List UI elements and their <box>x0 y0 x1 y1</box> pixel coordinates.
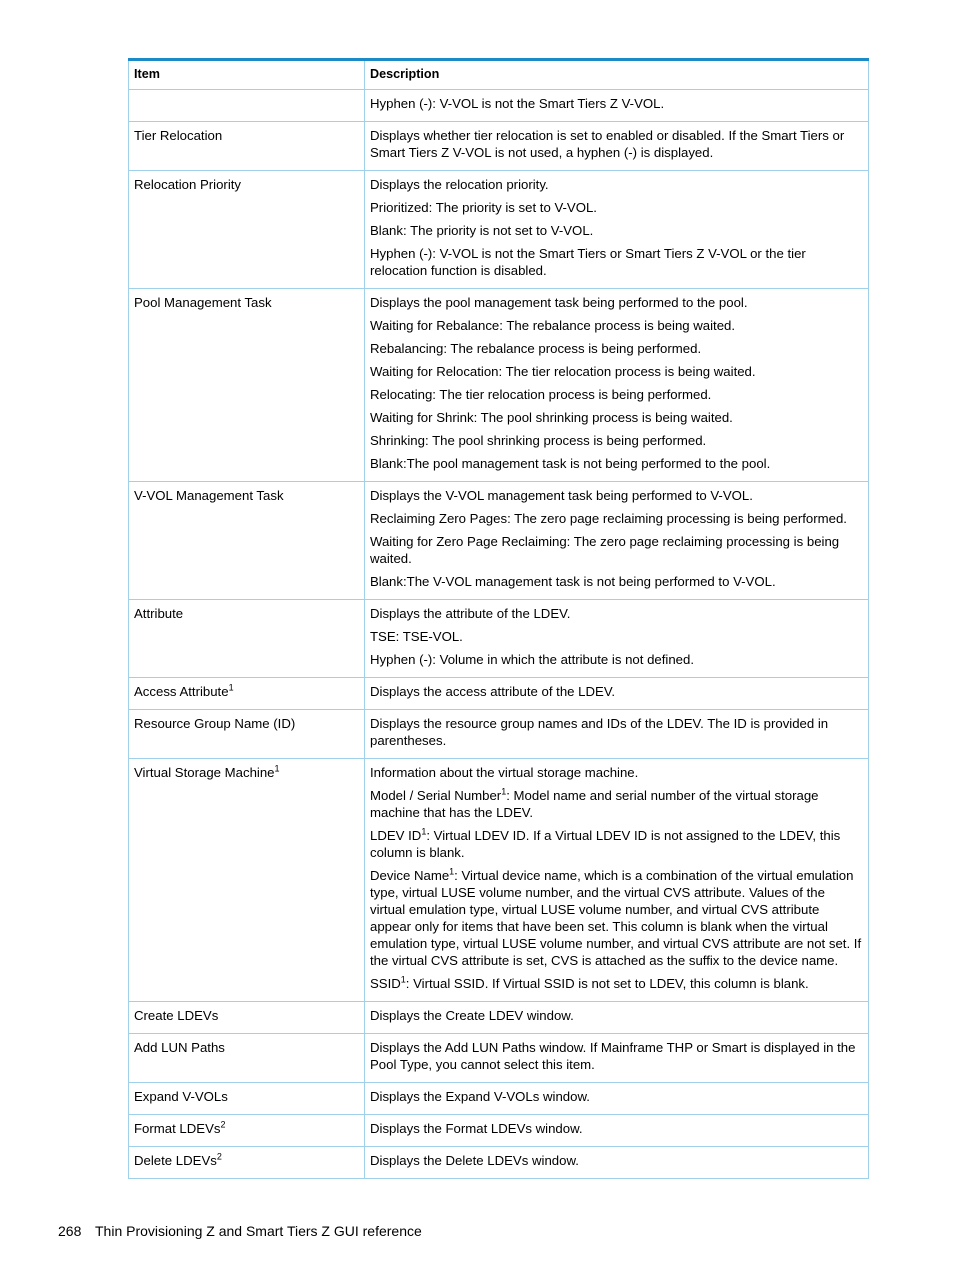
reference-table <box>128 58 869 1179</box>
table-row <box>129 1147 869 1179</box>
footer-title: Thin Provisioning Z and Smart Tiers Z GUI reference <box>95 1223 422 1239</box>
description-cell <box>365 289 869 482</box>
item-label: Access Attribute <box>134 684 229 699</box>
description-line <box>370 827 862 861</box>
item-label: Create LDEVs <box>134 1008 219 1023</box>
description-line: Reclaiming Zero Pages: The zero page reclaiming processing is being performed. <box>370 511 847 526</box>
description-line: Displays the access attribute of the LDEV. <box>370 684 616 699</box>
description-line: Displays whether tier relocation is set to enabled or disabled. If the Smart Tiers or Smart Tiers Z V-VOL is not used, a hyphen (-) is displayed. <box>370 128 845 160</box>
item-label: Virtual Storage Machine <box>134 765 275 780</box>
description-line: Displays the Expand V-VOLs window. <box>370 1089 590 1104</box>
description-cell <box>365 1034 869 1083</box>
item-cell <box>129 171 365 289</box>
table-row <box>129 710 869 759</box>
description-line: Displays the relocation priority. <box>370 177 549 192</box>
description-line <box>370 975 862 992</box>
item-cell <box>129 1083 365 1115</box>
table-row <box>129 678 869 710</box>
description-line: Displays the attribute of the LDEV. <box>370 606 571 621</box>
description-line: Relocating: The tier relocation process is being performed. <box>370 387 712 402</box>
description-cell <box>365 600 869 678</box>
description-line: Displays the pool management task being performed to the pool. <box>370 295 748 310</box>
term-label: Model / Serial Number <box>370 788 502 803</box>
description-cell <box>365 171 869 289</box>
table-header-row <box>129 60 869 90</box>
footnote-marker: 2 <box>216 1151 222 1162</box>
table-row <box>129 1115 869 1147</box>
description-line <box>370 787 862 821</box>
page-footer <box>58 1222 422 1240</box>
item-cell <box>129 600 365 678</box>
description-line: Displays the resource group names and IDs of the LDEV. The ID is provided in parentheses. <box>370 716 829 748</box>
table-row <box>129 289 869 482</box>
term-label: SSID <box>370 976 401 991</box>
description-cell <box>365 759 869 1002</box>
item-cell <box>129 289 365 482</box>
footnote-marker: 1 <box>274 763 280 774</box>
item-label: Expand V-VOLs <box>134 1089 228 1104</box>
description-cell <box>365 1002 869 1034</box>
term-label: LDEV ID <box>370 828 422 843</box>
item-label: V-VOL Management Task <box>134 488 284 503</box>
description-line: Information about the virtual storage machine. <box>370 765 639 780</box>
description-line: Shrinking: The pool shrinking process is being performed. <box>370 433 707 448</box>
item-cell <box>129 678 365 710</box>
term-description: : Model name and serial number of the virtual storage machine that has the LDEV. <box>370 788 819 820</box>
description-line: Hyphen (-): V-VOL is not the Smart Tiers Z V-VOL. <box>370 96 665 111</box>
item-cell <box>129 482 365 600</box>
description-line: Waiting for Rebalance: The rebalance process is being waited. <box>370 318 736 333</box>
description-line: Waiting for Shrink: The pool shrinking process is being waited. <box>370 410 733 425</box>
description-line <box>370 867 862 969</box>
item-cell <box>129 710 365 759</box>
description-line: Hyphen (-): Volume in which the attribute is not defined. <box>370 652 695 667</box>
description-cell <box>365 678 869 710</box>
table-row <box>129 1002 869 1034</box>
description-cell <box>365 1115 869 1147</box>
footnote-marker: 1 <box>449 866 455 877</box>
header-description: Description <box>365 60 869 90</box>
table-row <box>129 482 869 600</box>
table-row <box>129 122 869 171</box>
item-cell <box>129 122 365 171</box>
table-row <box>129 171 869 289</box>
item-label: Attribute <box>134 606 184 621</box>
term-description: : Virtual LDEV ID. If a Virtual LDEV ID is not assigned to the LDEV, this column is blank. <box>370 828 841 860</box>
description-cell <box>365 90 869 122</box>
description-line: Waiting for Zero Page Reclaiming: The zero page reclaiming processing is being waited. <box>370 534 840 566</box>
item-cell <box>129 1002 365 1034</box>
table-body <box>129 90 869 1179</box>
footnote-marker: 1 <box>400 974 406 985</box>
table-row <box>129 1034 869 1083</box>
page-number: 268 <box>58 1223 82 1239</box>
description-line: Displays the Add LUN Paths window. If Mainframe THP or Smart is displayed in the Pool Type, you cannot select this item. <box>370 1040 856 1072</box>
item-label: Relocation Priority <box>134 177 242 192</box>
table-row <box>129 1083 869 1115</box>
item-label: Tier Relocation <box>134 128 223 143</box>
header-item: Item <box>129 60 365 90</box>
description-line: Displays the Delete LDEVs window. <box>370 1153 579 1168</box>
item-cell <box>129 90 365 122</box>
description-line: Displays the Create LDEV window. <box>370 1008 574 1023</box>
description-line: Waiting for Relocation: The tier relocation process is being waited. <box>370 364 756 379</box>
footnote-marker: 1 <box>228 682 234 693</box>
item-cell <box>129 759 365 1002</box>
table-row <box>129 90 869 122</box>
description-cell <box>365 482 869 600</box>
description-cell <box>365 710 869 759</box>
item-label: Delete LDEVs <box>134 1153 217 1168</box>
description-line: Blank:The V-VOL management task is not being performed to V-VOL. <box>370 574 776 589</box>
description-line: Prioritized: The priority is set to V-VOL. <box>370 200 597 215</box>
term-label: Device Name <box>370 868 450 883</box>
description-cell <box>365 1147 869 1179</box>
item-label: Format LDEVs <box>134 1121 221 1136</box>
description-line: Rebalancing: The rebalance process is being performed. <box>370 341 702 356</box>
footnote-marker: 1 <box>421 826 427 837</box>
description-line: Displays the Format LDEVs window. <box>370 1121 583 1136</box>
description-line: TSE: TSE-VOL. <box>370 629 463 644</box>
description-cell <box>365 1083 869 1115</box>
footnote-marker: 1 <box>501 786 507 797</box>
item-label: Add LUN Paths <box>134 1040 225 1055</box>
item-cell <box>129 1034 365 1083</box>
description-line: Blank: The priority is not set to V-VOL. <box>370 223 594 238</box>
table-row <box>129 759 869 1002</box>
description-cell <box>365 122 869 171</box>
term-description: : Virtual SSID. If Virtual SSID is not set to LDEV, this column is blank. <box>405 976 809 991</box>
item-label: Pool Management Task <box>134 295 272 310</box>
description-line: Hyphen (-): V-VOL is not the Smart Tiers or Smart Tiers Z V-VOL or the tier relocation function is disabled. <box>370 246 806 278</box>
term-description: : Virtual device name, which is a combination of the virtual emulation type, virtual LUSE volume number, and the virtual CVS attribute. Values of the virtual emulation type, virtual LUSE volume number, and virtual CVS attribute appear only for items that have been set. This column is blank when the virtual emulation type, virtual LUSE volume number, and virtual CVS attribute are not set. If the virtual CVS attribute is set, CVS is attached as the suffix to the device name. <box>370 868 862 968</box>
footnote-marker: 2 <box>220 1119 226 1130</box>
description-line: Displays the V-VOL management task being performed to V-VOL. <box>370 488 753 503</box>
table-row <box>129 600 869 678</box>
item-cell <box>129 1147 365 1179</box>
item-label: Resource Group Name (ID) <box>134 716 296 731</box>
description-line: Blank:The pool management task is not being performed to the pool. <box>370 456 771 471</box>
item-cell <box>129 1115 365 1147</box>
